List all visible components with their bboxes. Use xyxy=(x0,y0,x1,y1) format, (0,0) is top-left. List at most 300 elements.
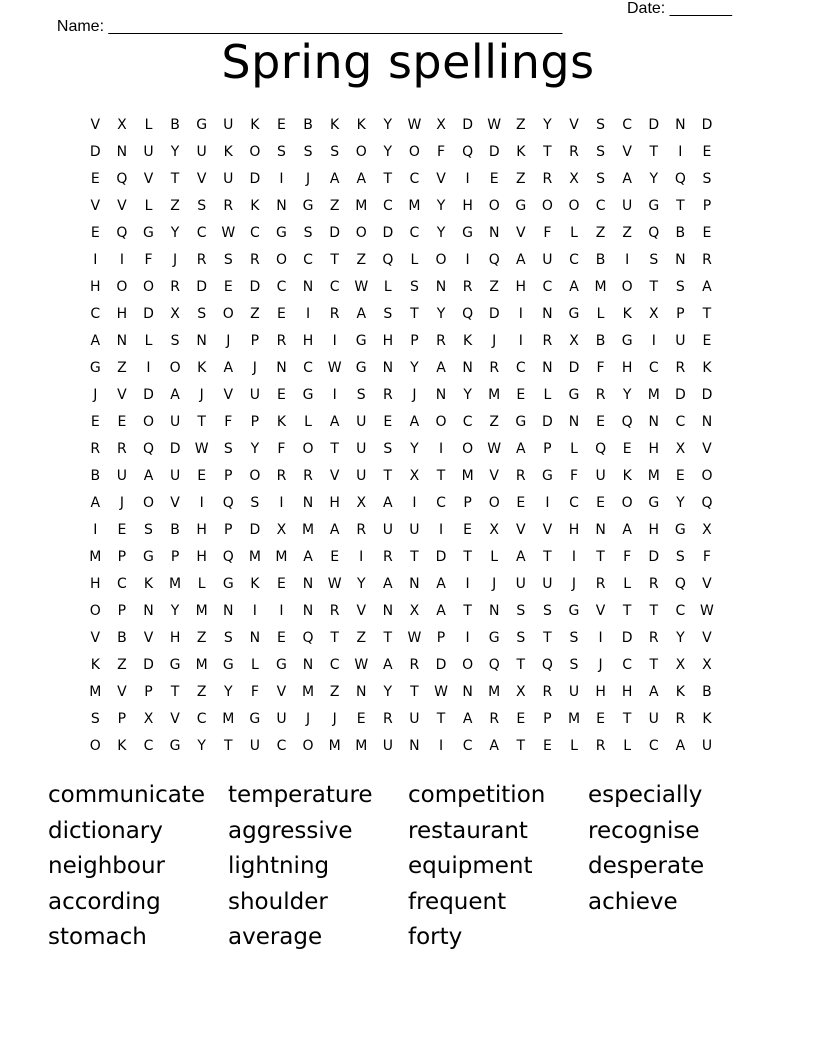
grid-letter: G xyxy=(515,198,527,214)
grid-letter: M xyxy=(222,711,235,727)
grid-letter: V xyxy=(622,144,632,160)
grid-letter: I xyxy=(465,630,470,646)
grid-letter: E xyxy=(90,171,100,187)
grid-letter: T xyxy=(410,306,419,322)
grid-letter: D xyxy=(648,117,660,133)
grid-letter: V xyxy=(356,603,367,619)
grid-letter: V xyxy=(542,522,553,538)
grid-letter: F xyxy=(144,252,153,268)
grid-letter: M xyxy=(594,279,607,295)
grid-letter: E xyxy=(90,414,100,430)
grid-letter: O xyxy=(249,468,261,484)
grid-letter: J xyxy=(571,576,577,592)
grid-letter: M xyxy=(355,738,368,754)
grid-letter: S xyxy=(675,549,685,565)
grid-letter: I xyxy=(199,495,204,511)
grid-letter: G xyxy=(541,468,553,484)
grid-letter: B xyxy=(595,252,606,268)
grid-letter: S xyxy=(223,630,233,646)
grid-letter: E xyxy=(277,387,286,403)
grid-letter: C xyxy=(648,738,659,754)
grid-letter: Y xyxy=(197,738,206,754)
name-field: Name: ___________________________________________________ xyxy=(56,18,563,35)
grid-letter: S xyxy=(330,144,340,160)
grid-letter: N xyxy=(382,603,394,619)
grid-letter: D xyxy=(542,414,553,430)
grid-letter: M xyxy=(647,387,660,403)
grid-letter: Y xyxy=(170,603,180,619)
grid-letter: Y xyxy=(543,117,552,133)
grid-letter: M xyxy=(567,711,581,727)
grid-letter: F xyxy=(277,441,286,457)
grid-letter: D xyxy=(382,225,394,241)
grid-row xyxy=(82,544,738,571)
grid-letter: C xyxy=(675,603,686,619)
grid-letter: R xyxy=(303,468,313,484)
grid-letter: E xyxy=(596,414,605,430)
grid-letter: R xyxy=(223,198,234,214)
grid-letter: L xyxy=(490,549,499,565)
grid-letter: A xyxy=(436,576,446,592)
grid-letter: R xyxy=(542,171,553,187)
grid-letter: C xyxy=(196,711,207,727)
grid-letter: H xyxy=(648,441,660,457)
grid-letter: V xyxy=(595,603,606,619)
grid-letter: T xyxy=(649,144,659,160)
grid-letter: M xyxy=(408,198,421,214)
grid-letter: E xyxy=(542,738,552,754)
grid-letter: V xyxy=(196,171,207,187)
grid-letter: A xyxy=(462,711,473,727)
grid-letter: R xyxy=(675,711,686,727)
grid-letter: G xyxy=(89,360,101,376)
grid-letter: O xyxy=(488,198,500,214)
grid-letter: P xyxy=(410,333,419,349)
grid-letter: B xyxy=(303,117,313,133)
word-list-item: temperature xyxy=(228,782,373,808)
grid-letter: W xyxy=(434,684,448,700)
grid-letter: E xyxy=(383,414,393,430)
word-list-item: frequent xyxy=(408,888,507,915)
grid-letter: A xyxy=(436,603,446,619)
grid-letter: J xyxy=(598,657,603,673)
grid-letter: Y xyxy=(649,171,659,187)
grid-letter: U xyxy=(356,468,367,484)
grid-letter: G xyxy=(169,738,181,754)
grid-letter: A xyxy=(329,171,340,187)
grid-letter: H xyxy=(462,198,473,214)
grid-letter: X xyxy=(489,522,499,538)
grid-letter: T xyxy=(543,144,552,160)
grid-letter: Y xyxy=(436,225,446,241)
grid-letter: E xyxy=(277,576,286,592)
grid-letter: V xyxy=(516,225,526,241)
grid-letter: H xyxy=(648,522,660,538)
grid-letter: U xyxy=(568,684,580,700)
grid-letter: R xyxy=(595,576,606,592)
grid-letter: U xyxy=(409,522,420,538)
grid-letter: U xyxy=(276,711,287,727)
grid-letter: T xyxy=(436,711,446,727)
grid-letter: Q xyxy=(302,630,314,646)
grid-letter: U xyxy=(542,576,553,592)
grid-letter: Q xyxy=(648,225,660,241)
grid-letter: B xyxy=(675,225,686,241)
grid-letter: O xyxy=(275,252,287,268)
grid-letter: N xyxy=(462,360,473,376)
grid-letter: S xyxy=(569,630,579,646)
grid-letter: P xyxy=(117,549,127,565)
grid-letter: N xyxy=(701,414,713,430)
grid-letter: C xyxy=(329,657,340,673)
grid-letter: X xyxy=(409,468,420,484)
grid-letter: T xyxy=(170,684,180,700)
grid-letter: F xyxy=(702,549,711,565)
grid-row xyxy=(82,409,738,436)
grid-letter: D xyxy=(169,441,181,457)
word-list-item: lightning xyxy=(228,853,330,880)
grid-letter: I xyxy=(678,144,683,160)
grid-letter: U xyxy=(223,171,234,187)
grid-letter: N xyxy=(223,603,234,619)
grid-letter: D xyxy=(674,387,686,403)
grid-letter: C xyxy=(595,198,606,214)
grid-letter: D xyxy=(435,657,447,673)
grid-letter: A xyxy=(648,684,659,700)
grid-row xyxy=(82,274,738,301)
grid-letter: Q xyxy=(462,306,474,322)
grid-letter: N xyxy=(542,306,553,322)
grid-letter: U xyxy=(701,738,713,754)
grid-letter: S xyxy=(277,144,286,160)
grid-letter: T xyxy=(330,630,339,646)
grid-letter: M xyxy=(195,657,208,673)
grid-letter: B xyxy=(117,630,127,646)
grid-letter: U xyxy=(356,414,367,430)
grid-letter: V xyxy=(569,117,579,133)
grid-letter: O xyxy=(89,738,101,754)
grid-letter: B xyxy=(702,684,712,700)
grid-letter: Q xyxy=(488,252,500,268)
grid-letter: C xyxy=(675,414,686,430)
grid-letter: N xyxy=(249,630,261,646)
grid-letter: S xyxy=(569,657,579,673)
grid-letter: C xyxy=(117,576,127,592)
grid-letter: M xyxy=(302,522,315,538)
grid-letter: C xyxy=(382,198,393,214)
grid-letter: O xyxy=(408,144,420,160)
grid-letter: V xyxy=(436,171,446,187)
grid-letter: T xyxy=(649,603,659,619)
grid-letter: B xyxy=(90,468,101,484)
grid-letter: Q xyxy=(701,495,713,511)
grid-letter: S xyxy=(90,711,100,727)
grid-letter: T xyxy=(543,630,552,646)
grid-letter: P xyxy=(463,495,472,511)
grid-letter: K xyxy=(622,306,632,322)
grid-letter: O xyxy=(488,495,500,511)
grid-letter: J xyxy=(492,333,497,349)
grid-row xyxy=(82,112,738,139)
grid-row xyxy=(82,463,738,490)
grid-row xyxy=(82,166,738,193)
grid-letter: I xyxy=(598,630,603,646)
grid-letter: E xyxy=(90,225,100,241)
grid-letter: A xyxy=(223,360,234,376)
grid-letter: D xyxy=(621,630,633,646)
grid-letter: P xyxy=(250,414,260,430)
grid-letter: N xyxy=(488,603,500,619)
grid-letter: U xyxy=(249,387,260,403)
grid-letter: H xyxy=(90,576,101,592)
grid-letter: N xyxy=(675,252,686,268)
grid-letter: K xyxy=(516,144,526,160)
grid-letter: S xyxy=(409,279,419,295)
grid-letter: I xyxy=(625,252,630,268)
grid-letter: G xyxy=(143,225,154,241)
grid-letter: E xyxy=(223,279,233,295)
grid-letter: Q xyxy=(116,171,128,187)
grid-letter: L xyxy=(623,738,632,754)
grid-letter: S xyxy=(303,225,313,241)
grid-letter: K xyxy=(702,360,712,376)
grid-letter: R xyxy=(489,360,500,376)
grid-letter: P xyxy=(543,711,552,727)
grid-letter: T xyxy=(516,738,526,754)
grid-letter: Z xyxy=(196,684,207,700)
grid-letter: H xyxy=(515,279,527,295)
grid-letter: E xyxy=(117,414,127,430)
word-list-item: neighbour xyxy=(48,853,165,880)
grid-letter: C xyxy=(436,495,446,511)
grid-letter: I xyxy=(93,522,98,538)
header-line xyxy=(48,0,740,35)
grid-letter: A xyxy=(436,360,446,376)
grid-letter: A xyxy=(303,549,313,565)
grid-letter: U xyxy=(143,144,154,160)
grid-letter: P xyxy=(676,306,685,322)
grid-letter: I xyxy=(332,333,337,349)
grid-letter: A xyxy=(516,252,526,268)
grid-row xyxy=(82,733,738,760)
grid-letter: J xyxy=(412,387,417,403)
grid-letter: J xyxy=(119,495,124,511)
grid-letter: E xyxy=(277,117,286,133)
grid-letter: L xyxy=(543,387,552,403)
grid-letter: K xyxy=(356,117,366,133)
grid-letter: T xyxy=(649,279,659,295)
grid-letter: R xyxy=(356,522,367,538)
grid-letter: M xyxy=(328,738,341,754)
grid-letter: C xyxy=(90,306,101,322)
grid-letter: Z xyxy=(356,630,367,646)
grid-letter: G xyxy=(302,198,314,214)
grid-letter: G xyxy=(674,522,686,538)
grid-letter: Z xyxy=(250,306,260,322)
grid-letter: D xyxy=(488,306,500,322)
grid-letter: P xyxy=(117,711,127,727)
grid-letter: X xyxy=(170,306,180,322)
grid-letter: M xyxy=(89,684,102,700)
grid-letter: I xyxy=(545,495,550,511)
grid-letter: K xyxy=(622,468,632,484)
grid-letter: V xyxy=(702,441,712,457)
grid-letter: H xyxy=(621,360,633,376)
grid-row xyxy=(82,355,738,382)
grid-letter: O xyxy=(142,495,154,511)
grid-letter: R xyxy=(436,333,446,349)
grid-letter: X xyxy=(516,684,526,700)
grid-letter: W xyxy=(354,657,369,673)
grid-letter: V xyxy=(90,198,101,214)
grid-letter: P xyxy=(117,603,127,619)
grid-letter: V xyxy=(516,522,526,538)
grid-letter: U xyxy=(249,738,260,754)
grid-letter: Z xyxy=(356,252,367,268)
grid-letter: Y xyxy=(383,684,393,700)
grid-letter: S xyxy=(649,252,659,268)
grid-letter: N xyxy=(568,414,580,430)
grid-letter: O xyxy=(462,441,474,457)
grid-letter: A xyxy=(622,522,632,538)
grid-letter: K xyxy=(250,117,260,133)
grid-letter: C xyxy=(276,279,287,295)
grid-row xyxy=(82,652,738,679)
grid-letter: C xyxy=(515,360,526,376)
grid-letter: E xyxy=(516,387,526,403)
grid-letter: U xyxy=(169,468,181,484)
grid-letter: Q xyxy=(621,414,633,430)
grid-letter: N xyxy=(143,603,154,619)
grid-letter: Y xyxy=(436,198,446,214)
grid-letter: I xyxy=(438,738,444,754)
grid-letter: I xyxy=(518,333,523,349)
grid-letter: O xyxy=(222,306,234,322)
grid-letter: J xyxy=(93,387,98,403)
grid-letter: G xyxy=(355,360,367,376)
grid-letter: G xyxy=(488,630,500,646)
grid-letter: Y xyxy=(250,441,260,457)
grid-letter: T xyxy=(410,684,419,700)
grid-letter: A xyxy=(356,171,367,187)
grid-letter: M xyxy=(302,684,315,700)
grid-letter: X xyxy=(569,171,579,187)
grid-letter: U xyxy=(382,522,393,538)
grid-letter: L xyxy=(304,414,312,430)
grid-letter: D xyxy=(143,387,154,403)
grid-letter: I xyxy=(465,576,470,592)
grid-letter: C xyxy=(196,225,207,241)
grid-letter: L xyxy=(250,657,259,673)
word-list-item: restaurant xyxy=(408,817,528,844)
grid-letter: R xyxy=(329,306,340,322)
grid-letter: O xyxy=(621,495,633,511)
grid-letter: T xyxy=(410,549,419,565)
word-list-item: recognise xyxy=(588,817,700,844)
grid-row xyxy=(82,490,738,517)
word-list-item: competition xyxy=(408,782,546,808)
grid-letter: G xyxy=(568,603,580,619)
grid-letter: J xyxy=(332,711,337,727)
grid-letter: P xyxy=(250,333,260,349)
grid-letter: F xyxy=(543,225,552,241)
grid-letter: T xyxy=(676,198,685,214)
grid-letter: R xyxy=(675,360,686,376)
grid-letter: I xyxy=(359,549,364,565)
grid-row xyxy=(82,571,738,598)
grid-letter: X xyxy=(409,603,420,619)
grid-letter: R xyxy=(702,252,712,268)
grid-letter: A xyxy=(90,495,101,511)
word-list-item: achieve xyxy=(588,888,678,915)
grid-letter: M xyxy=(488,387,501,403)
grid-row xyxy=(82,220,738,247)
grid-letter: Y xyxy=(383,144,393,160)
grid-letter: F xyxy=(250,684,259,700)
date-field: Date: _______ xyxy=(627,0,732,17)
grid-letter: S xyxy=(675,279,685,295)
grid-letter: G xyxy=(462,225,474,241)
grid-letter: P xyxy=(144,684,153,700)
grid-letter: M xyxy=(461,468,474,484)
grid-letter: C xyxy=(276,738,287,754)
grid-letter: L xyxy=(383,279,392,295)
grid-letter: D xyxy=(196,279,208,295)
grid-letter: C xyxy=(542,279,553,295)
grid-letter: N xyxy=(276,198,287,214)
grid-letter: X xyxy=(569,333,579,349)
grid-letter: Y xyxy=(463,387,472,403)
grid-letter: L xyxy=(570,225,578,241)
grid-letter: V xyxy=(489,468,499,484)
grid-letter: M xyxy=(488,684,501,700)
grid-letter: E xyxy=(117,522,127,538)
grid-letter: A xyxy=(143,468,154,484)
grid-letter: R xyxy=(489,711,500,727)
grid-letter: M xyxy=(89,549,102,565)
grid-letter: N xyxy=(488,225,500,241)
grid-letter: T xyxy=(596,549,605,565)
grid-letter: Q xyxy=(462,144,474,160)
grid-letter: V xyxy=(276,684,287,700)
grid-letter: R xyxy=(648,630,659,646)
grid-letter: R xyxy=(249,252,260,268)
word-list-item: stomach xyxy=(48,924,147,951)
grid-letter: M xyxy=(169,576,182,592)
grid-letter: K xyxy=(90,657,100,673)
grid-letter: V xyxy=(702,576,712,592)
grid-letter: C xyxy=(622,657,633,673)
grid-letter: D xyxy=(143,306,154,322)
grid-letter: D xyxy=(488,144,500,160)
grid-letter: V xyxy=(90,630,101,646)
grid-letter: M xyxy=(195,603,208,619)
grid-letter: I xyxy=(305,306,311,322)
grid-letter: E xyxy=(356,711,366,727)
grid-letter: O xyxy=(116,279,128,295)
grid-letter: J xyxy=(305,711,311,727)
grid-letter: N xyxy=(116,144,128,160)
grid-letter: Q xyxy=(674,171,686,187)
grid-letter: A xyxy=(383,495,393,511)
grid-letter: Q xyxy=(595,441,607,457)
grid-letter: V xyxy=(170,711,180,727)
grid-letter: R xyxy=(462,279,473,295)
grid-letter: M xyxy=(248,549,261,565)
grid-letter: J xyxy=(226,333,231,349)
grid-letter: T xyxy=(197,414,206,430)
grid-letter: T xyxy=(383,630,393,646)
